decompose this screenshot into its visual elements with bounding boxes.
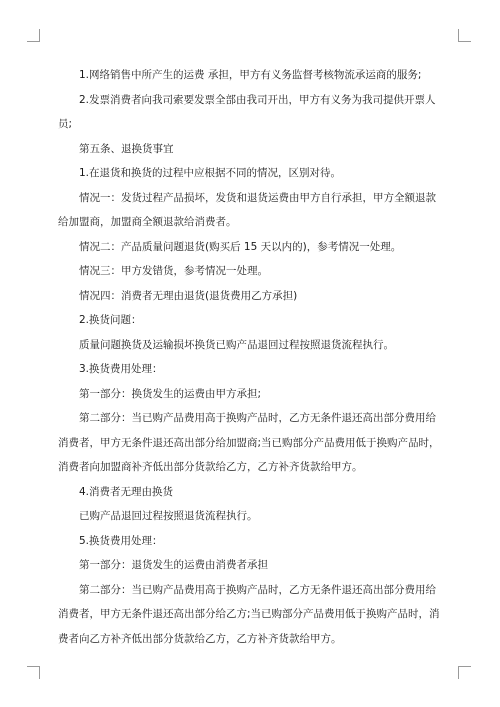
paragraph-shipping-cost: 1.网络销售中所产生的运费 承担，甲方有义务监督考核物流承运商的服务; [79, 69, 422, 81]
section-heading-returns: 第五条、退换货事宜 [79, 142, 174, 155]
paragraph-exchange-part-one: 第一部分：换货发生的运费由甲方承担; [79, 387, 262, 400]
paragraph-exchange-cost-heading-2: 5.换货费用处理： [79, 534, 163, 547]
paragraph-exchange-part-two: 第二部分：当已购产品费用高于换购产品时，乙方无条件退还高出部分费用给消费者，甲方无条件退还高出部分给加盟商;当已购部分产品费用低于换购产品时，消费者向加盟商补齐低出部分货款给乙方，乙方补齐货款给甲方。 [58, 412, 440, 473]
paragraph-case-two: 情况二：产品质量问题退货(购买后 15 天以内的)，参考情况一处理。 [79, 240, 402, 253]
paragraph-case-four: 情况四：消费者无理由退货(退货费用乙方承担) [79, 289, 298, 302]
paragraph-exchange-heading: 2.换货问题： [79, 314, 142, 326]
paragraph-exchange-process: 质量问题换货及运输损坏换货已购产品退回过程按照退货流程执行。 [79, 338, 394, 351]
paragraph-invoice: 2.发票消费者向我司索要发票全部由我司开出，甲方有义务为我司提供开票人员; [58, 93, 436, 130]
paragraph-no-reason-exchange: 4.消费者无理由换货 [79, 485, 174, 498]
crop-mark-bottom-right [458, 666, 471, 679]
paragraph-case-one: 情况一：发货过程产品损坏，发货和退货运费由甲方自行承担，甲方全额退款给加盟商，加盟商全额退款给消费者。 [58, 191, 436, 228]
paragraph-return-part-one: 第一部分：退货发生的运费由消费者承担 [79, 559, 268, 571]
crop-mark-top-right [458, 29, 471, 42]
paragraph-return-part-two: 第二部分：当已购产品费用高于换购产品时，乙方无条件退还高出部分费用给消费者，甲方无条件退还高出部分给乙方;当已购部分产品费用低于换购产品时，消费者向乙方补齐低出部分货款给乙方，乙方补齐货款给甲方。 [58, 583, 440, 645]
paragraph-return-intro: 1.在退货和换货的过程中应根据不同的情况，区别对待。 [79, 167, 342, 179]
crop-mark-bottom-left [27, 666, 40, 679]
paragraph-case-three: 情况三：甲方发错货，参考情况一处理。 [79, 265, 268, 277]
paragraph-exchange-cost-heading: 3.换货费用处理： [79, 363, 163, 375]
crop-mark-top-left [27, 29, 40, 42]
paragraph-no-reason-process: 已购产品退回过程按照退货流程执行。 [79, 510, 258, 522]
document-body [58, 63, 442, 651]
